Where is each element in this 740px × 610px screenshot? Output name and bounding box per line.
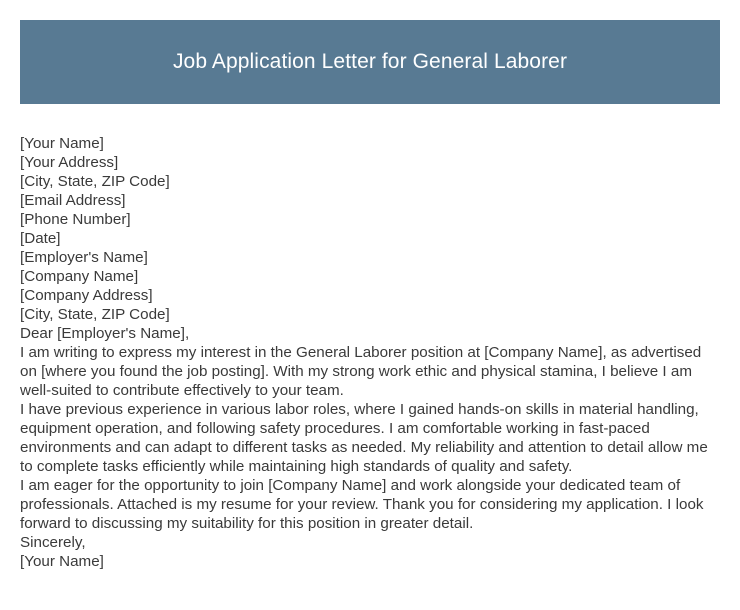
recipient-city: [City, State, ZIP Code] (20, 306, 170, 323)
recipient-company: [Company Name] (20, 268, 139, 285)
title-banner (20, 20, 720, 104)
salutation: Dear [Employer's Name], (20, 325, 190, 342)
sender-city: [City, State, ZIP Code] (20, 173, 170, 190)
page-title: Job Application Letter for General Laborer (172, 50, 568, 73)
sender-phone: [Phone Number] (20, 211, 131, 228)
letter-body (20, 134, 722, 571)
sender-name: [Your Name] (20, 135, 104, 152)
recipient-address: [Company Address] (20, 287, 153, 304)
paragraph-experience: I have previous experience in various labor roles, where I gained hands-on skills in material handling, equipment operation, and following safety procedures. I am comfortable working in fast-paced environments and can adapt to different tasks as needed. My reliability and attention to detail allow me to complete tasks efficiently while maintaining high standards of quality and safety. (20, 401, 708, 475)
sender-email: [Email Address] (20, 192, 126, 209)
paragraph-intro: I am writing to express my interest in the General Laborer position at [Company Name], as advertised on [where you found the job posting]. With my strong work ethic and physical stamina, I believe I am well-suited to contribute effectively to your team. (20, 344, 702, 399)
signature: [Your Name] (20, 553, 104, 570)
paragraph-closing: I am eager for the opportunity to join [Company Name] and work alongside your dedicated team of professionals. Attached is my resume for your review. Thank you for considering my application. I look forward to discussing my suitability for this position in greater detail. (20, 477, 704, 532)
letter-date: [Date] (20, 230, 61, 247)
recipient-name: [Employer's Name] (20, 249, 148, 266)
sender-address: [Your Address] (20, 154, 119, 171)
closing: Sincerely, (20, 534, 86, 551)
